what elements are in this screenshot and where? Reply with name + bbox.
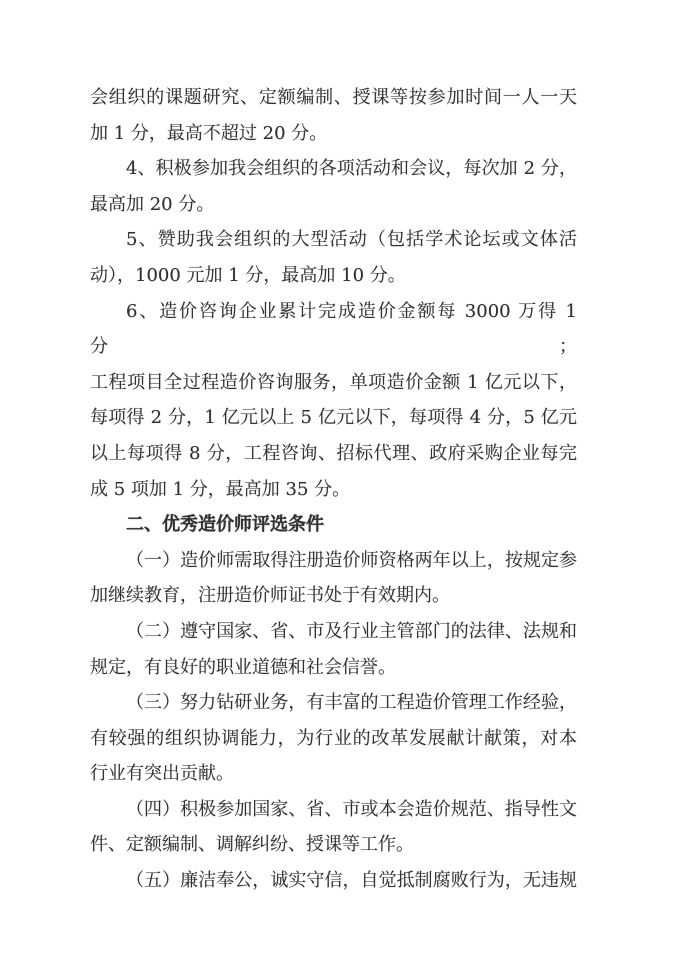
text-line: 成 5 项加 1 分，最高加 35 分。 bbox=[90, 478, 351, 500]
text-line-item-5b: （五）廉洁奉公，诚实守信，自觉抵制腐败行为，无违规 bbox=[126, 870, 577, 892]
text-line-item-4: 4、积极参加我会组织的各项活动和会议，每次加 2 分， bbox=[126, 158, 577, 180]
text-line-item-5: 5、赞助我会组织的大型活动（包括学术论坛或文体活 bbox=[126, 229, 577, 251]
text-line: 动），1000 元加 1 分，最高加 10 分。 bbox=[90, 264, 406, 286]
text-line-item-2: （二）遵守国家、省、市及行业主管部门的法律、法规和 bbox=[126, 620, 577, 642]
text-line: 加 1 分，最高不超过 20 分。 bbox=[90, 122, 328, 144]
section-heading: 二、优秀造价师评选条件 bbox=[126, 514, 324, 536]
text-line: 最高加 20 分。 bbox=[90, 193, 215, 215]
text-line: 工程项目全过程造价咨询服务，单项造价金额 1 亿元以下， bbox=[90, 371, 577, 393]
text-line: 行业有突出贡献。 bbox=[90, 763, 234, 785]
text-line: 会组织的课题研究、定额编制、授课等按参加时间一人一天 bbox=[90, 87, 577, 108]
text-line-item-4b: （四）积极参加国家、省、市或本会造价规范、指导性文 bbox=[126, 798, 577, 820]
text-line-item-1: （一）造价师需取得注册造价师资格两年以上，按规定参 bbox=[126, 549, 577, 571]
text-line: 每项得 2 分，1 亿元以上 5 亿元以下，每项得 4 分，5 亿元 bbox=[90, 407, 577, 429]
text-line-item-6: 6、造价咨询企业累计完成造价金额每 3000 万得 1 分； bbox=[90, 300, 577, 358]
text-line: 规定，有良好的职业道德和社会信誉。 bbox=[90, 656, 396, 678]
text-line: 有较强的组织协调能力，为行业的改革发展献计献策，对本 bbox=[90, 727, 577, 749]
text-line: 以上每项得 8 分，工程咨询、招标代理、政府采购企业每完 bbox=[90, 442, 577, 464]
text-line-item-3: （三）努力钻研业务，有丰富的工程造价管理工作经验， bbox=[126, 692, 577, 714]
text-line: 件、定额编制、调解纠纷、授课等工作。 bbox=[90, 834, 414, 856]
document-text-block bbox=[90, 80, 577, 899]
text-line: 加继续教育，注册造价师证书处于有效期内。 bbox=[90, 585, 450, 607]
